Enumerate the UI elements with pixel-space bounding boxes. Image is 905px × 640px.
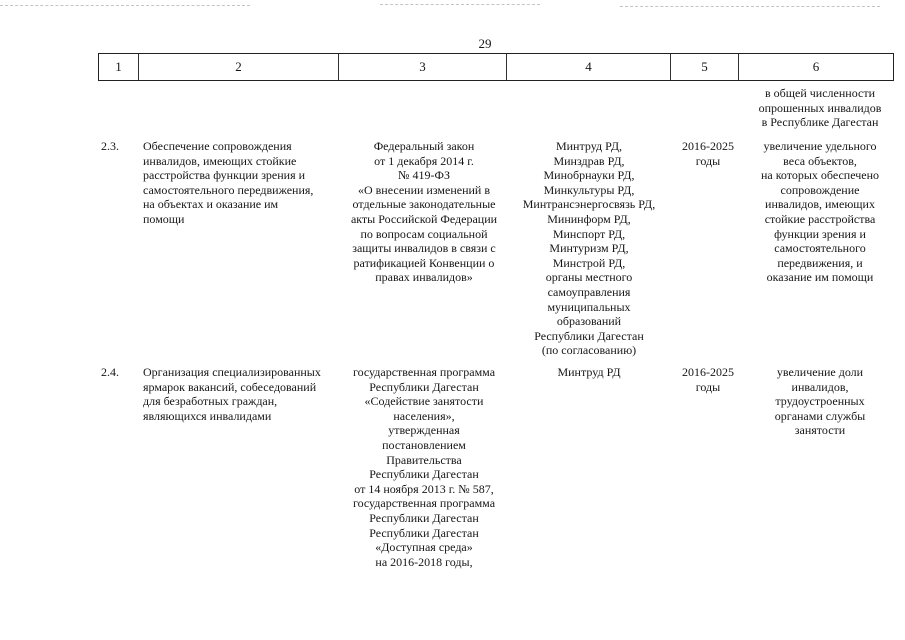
scan-artifact-top-left <box>0 5 250 6</box>
scan-artifact-top-right <box>620 6 880 7</box>
event-name: Обеспечение сопровождения инвалидов, имеющих стойкие расстройства функции зрения и самостоятельного передвижения, на объектах и оказание им помощи <box>143 139 314 226</box>
header-cell-3: 3 <box>338 54 506 80</box>
expected-result: увеличение удельного веса объектов, на которых обеспечено сопровождение инвалидов, имеющих стойкие расстройства функции зрения и самостоятельного передвижения, и оказание им помощи <box>760 139 880 285</box>
row-number: 2.4. <box>101 365 119 379</box>
header-cell-2: 2 <box>138 54 338 80</box>
page-number: 29 <box>478 36 492 51</box>
implementation-period: 2016-2025 годы <box>682 365 734 394</box>
header-cell-4: 4 <box>506 54 670 80</box>
scan-artifact-top-middle <box>380 4 540 5</box>
executors: Минтруд РД, Минздрав РД, Минобрнауки РД, Минкультуры РД, Минтрансэнергосвязь РД, Мининформ РД, Минспорт РД, Минтуризм РД, Минстрой РД, органы местного самоуправления муниципальных образований Республики Дагестан (по согласованию) <box>522 139 656 358</box>
carryover-result-text: в общей численности опрошенных инвалидов в Республике Дагестан <box>758 86 882 130</box>
header-cell-5: 5 <box>670 54 738 80</box>
expected-result: увеличение доли инвалидов, трудоустроенных органами службы занятости <box>774 365 866 438</box>
implementation-period: 2016-2025 годы <box>682 139 734 168</box>
legal-basis: Федеральный закон от 1 декабря 2014 г. № 419-ФЗ «О внесении изменений в отдельные законодательные акты Российской Федерации по вопросам социальной защиты инвалидов в связи с ратификацией Конвенции о правах инвалидов» <box>350 139 498 285</box>
executors: Минтруд РД <box>557 365 621 379</box>
header-cell-6: 6 <box>738 54 894 80</box>
legal-basis: государственная программа Республики Дагестан «Содействие занятости населения», утвержденная постановлением Правительства Республики Дагестан от 14 ноября 2013 г. № 587, государственная программа Республики Дагестан Республики Дагестан «Доступная среда» на 2016-2018 годы, <box>352 365 496 569</box>
event-name: Организация специализированных ярмарок вакансий, собеседований для безработных граждан, являющихся инвалидами <box>143 365 321 423</box>
header-cell-1: 1 <box>98 54 138 80</box>
table-header-row <box>98 53 894 81</box>
row-number: 2.3. <box>101 139 119 153</box>
